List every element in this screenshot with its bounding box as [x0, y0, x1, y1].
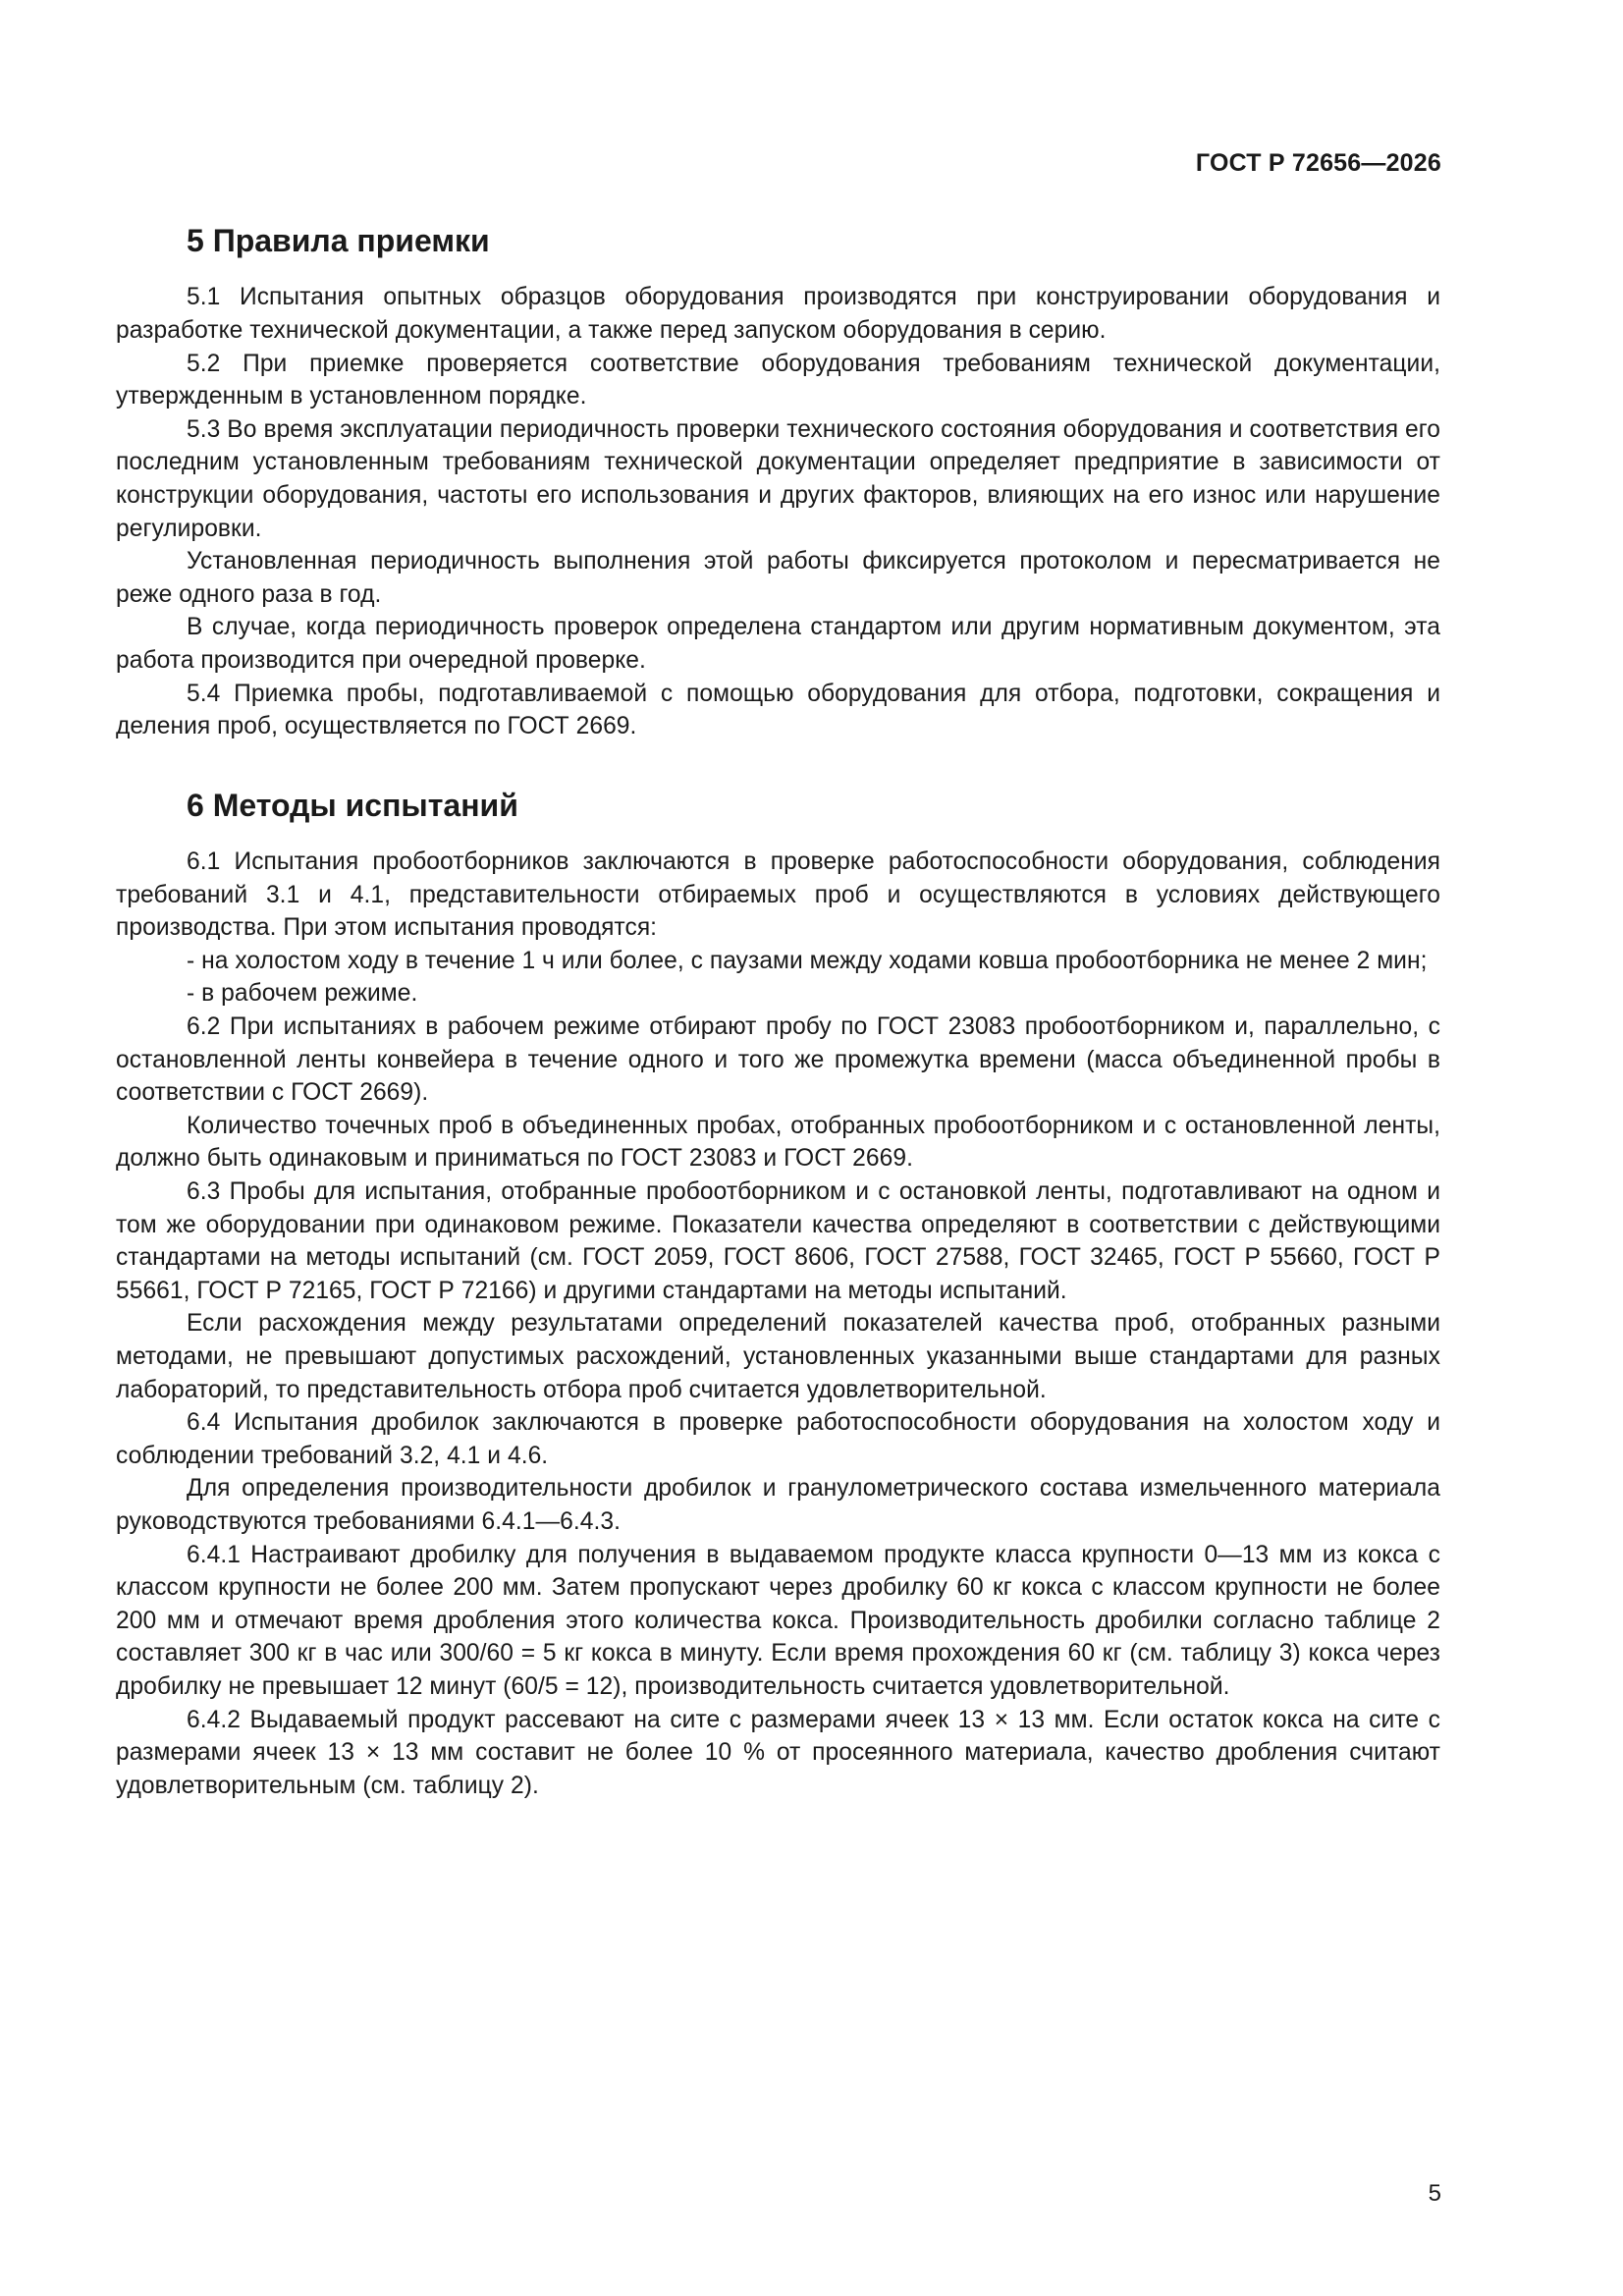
paragraph-6-4-capacity: Для определения производительности дробилок и гранулометрического состава измельченного материала руководствуются требованиями 6.4.1—6.4.3.	[116, 1475, 1440, 1535]
paragraph-5-1: 5.1 Испытания опытных образцов оборудования производятся при конструировании оборудования и разработке технической документации, а также перед запуском оборудования в серию.	[116, 284, 1440, 344]
paragraph-6-3: 6.3 Пробы для испытания, отобранные пробоотборником и с остановкой ленты, подготавливают на одном и том же оборудовании при одинаковом режиме. Показатели качества определяют в соответствии с действующими стандартами на методы испытаний (см. ГОСТ 2059, ГОСТ 8606, ГОСТ 27588, ГОСТ 32465, ГОСТ Р 55660, ГОСТ Р 55661, ГОСТ Р 72165, ГОСТ Р 72166) и другими стандартами на методы испытаний.	[116, 1178, 1440, 1304]
paragraph-6-4-1: 6.4.1 Настраивают дробилку для получения в выдаваемом продукте класса крупности 0—13 мм из кокса с классом крупности не более 200 мм. Затем пропускают через дробилку 60 кг кокса с классом крупности не более 200 мм и отмечают время дробления этого количества кокса. Производительность дробилки согласно таблице 2 составляет 300 кг в час или 300/60 = 5 кг кокса в минуту. Если время прохождения 60 кг (см. таблицу 3) кокса через дробилку не превышает 12 минут (60/5 = 12), производительность считается удовлетворительной.	[116, 1541, 1440, 1700]
list-item-idle-mode: - на холостом ходу в течение 1 ч или более, с паузами между ходами ковша пробоотборника не менее 2 мин;	[187, 947, 1428, 974]
paragraph-6-3-discrepancies: Если расхождения между результатами определений показателей качества проб, отобранных разными методами, не превышают допустимых расхождений, установленных указанными выше стандартами для разных лабораторий, то представительность отбора проб считается удовлетворительной.	[116, 1310, 1440, 1403]
section-6-title: 6 Методы испытаний	[187, 787, 518, 823]
page-number: 5	[1428, 2180, 1441, 2207]
paragraph-6-1: 6.1 Испытания пробоотборников заключаются в проверке работоспособности оборудования, соблюдения требований 3.1 и 4.1, представительности отбираемых проб и осуществляются в условиях действующего производства. При этом испытания проводятся:	[116, 848, 1440, 942]
section-test-methods	[116, 787, 1440, 1803]
paragraph-6-4: 6.4 Испытания дробилок заключаются в проверке работоспособности оборудования на холостом ходу и соблюдении требований 3.2, 4.1 и 4.6.	[116, 1409, 1440, 1469]
paragraph-6-2: 6.2 При испытаниях в рабочем режиме отбирают пробу по ГОСТ 23083 пробоотборником и, параллельно, с остановленной ленты конвейера в течение одного и того же промежутка времени (масса объединенной пробы в соответствии с ГОСТ 2669).	[116, 1013, 1440, 1107]
section-acceptance-rules	[116, 222, 1440, 743]
document-body	[116, 222, 1440, 1802]
paragraph-5-3-periodicity: Установленная периодичность выполнения этой работы фиксируется протоколом и пересматривается не реже одного раза в год.	[116, 548, 1440, 608]
list-item-working-mode: - в рабочем режиме.	[187, 980, 418, 1008]
paragraph-5-4: 5.4 Приемка пробы, подготавливаемой с помощью оборудования для отбора, подготовки, сокращения и деления проб, осуществляется по ГОСТ 2669.	[116, 680, 1440, 740]
paragraph-5-3: 5.3 Во время эксплуатации периодичность проверки технического состояния оборудования и соответствия его последним установленным требованиям технической документации определяет предприятие в зависимости от конструкции оборудования, частоты его использования и других факторов, влияющих на его износ или нарушение регулировки.	[116, 415, 1440, 542]
paragraph-5-3-standard-case: В случае, когда периодичность проверок определена стандартом или другим нормативным документом, эта работа производится при очередной проверке.	[116, 614, 1440, 674]
section-5-title: 5 Правила приемки	[187, 223, 490, 258]
document-code-header: ГОСТ Р 72656—2026	[1195, 149, 1441, 177]
paragraph-5-2: 5.2 При приемке проверяется соответствие оборудования требованиям технической документации, утвержденным в установленном порядке.	[116, 350, 1440, 410]
paragraph-6-2-point-samples: Количество точечных проб в объединенных пробах, отобранных пробоотборником и с остановленной ленты, должно быть одинаковым и приниматься по ГОСТ 23083 и ГОСТ 2669.	[116, 1112, 1440, 1173]
paragraph-6-4-2: 6.4.2 Выдаваемый продукт рассевают на сите с размерами ячеек 13 × 13 мм. Если остаток кокса на сите с размерами ячеек 13 × 13 мм составит не более 10 % от просеянного материала, качество дробления считают удовлетворительным (см. таблицу 2).	[116, 1706, 1440, 1799]
